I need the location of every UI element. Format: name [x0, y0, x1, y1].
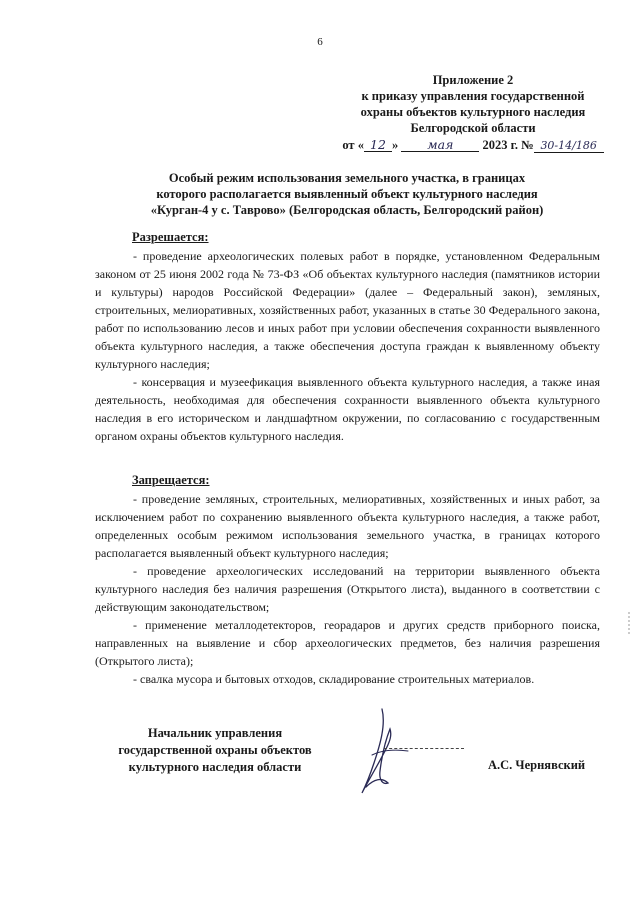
appendix-order-line: к приказу управления государственной [361, 89, 585, 103]
page-number: 6 [317, 36, 323, 48]
appendix-header [328, 72, 618, 153]
forbidden-item-2: - проведение археологических исследований на территории выявленного объекта культурного наследия без наличия разрешения (Открытого листа), выданного в соответствии с действующим законодательством; [95, 564, 600, 614]
order-month: мая [401, 138, 479, 152]
position-line-3: культурного наследия области [128, 760, 302, 774]
appendix-authority-line: охраны объектов культурного наследия [360, 105, 586, 119]
order-date-line [328, 137, 618, 153]
allowed-heading: Разрешается: [132, 230, 209, 244]
title-line-2: которого располагается выявленный объект культурного наследия [156, 187, 538, 201]
position-line-1: Начальник управления [147, 726, 283, 740]
order-year: 2023 г. № [482, 138, 534, 152]
forbidden-item-3: - применение металлодетекторов, георадаров и других средств приборного поиска, направленных на выявление и сбор археологических предметов, без наличия разрешения (Открытого листа); [95, 618, 600, 668]
forbidden-heading: Запрещается: [132, 473, 210, 487]
allowed-item-2: - консервация и музеефикация выявленного объекта культурного наследия, а также иная деятельность, необходимая для обеспечения сохранности выявленного объекта культурного наследия в его историческом и ландшафтном окружении, по согласованию с государственным органом охраны объектов культурного наследия. [95, 375, 600, 443]
signature-line [384, 748, 464, 750]
margin-mark [626, 612, 632, 634]
appendix-title: Приложение 2 [432, 73, 514, 87]
allowed-item-1: - проведение археологических полевых работ в порядке, установленном Федеральным законом от 25 июня 2002 года № 73-ФЗ «Об объектах культурного наследия (памятников истории и культуры) народов Российской Федерации» (далее – Федеральный закон), земляных, строительных, мелиоративных, хозяйственных работ, указанных в статье 30 Федерального закона, работ по использованию лесов и иных работ при условии обеспечения сохранности выявленного объекта культурного наследия, а также обеспечения доступа граждан к выявленному объекту культурного наследия; [95, 249, 600, 371]
date-day-suffix: » [391, 138, 399, 152]
document-title [112, 170, 582, 218]
signatory-position [96, 725, 334, 776]
appendix-region-line: Белгородской области [410, 121, 536, 135]
forbidden-section [95, 490, 600, 688]
signatory-name: А.С. Чернявский [488, 758, 586, 772]
handwritten-signature [352, 705, 412, 801]
date-prefix: от « [342, 138, 364, 152]
forbidden-item-1: - проведение земляных, строительных, мелиоративных, хозяйственных и иных работ, за исключением работ по сохранению выявленного объекта культурного наследия, а также работ, определенных особым режимом использования земельного участка, в границах которого располагается выявленный объект культурного наследия; [95, 492, 600, 560]
title-line-3: «Курган-4 у с. Таврово» (Белгородская область, Белгородский район) [150, 203, 544, 217]
allowed-section [95, 247, 600, 445]
position-line-2: государственной охраны объектов [118, 743, 312, 757]
order-number: 30-14/186 [534, 139, 604, 153]
order-day: 12 [364, 138, 392, 152]
title-line-1: Особый режим использования земельного участка, в границах [168, 171, 526, 185]
forbidden-item-4: - свалка мусора и бытовых отходов, складирование строительных материалов. [133, 672, 535, 686]
